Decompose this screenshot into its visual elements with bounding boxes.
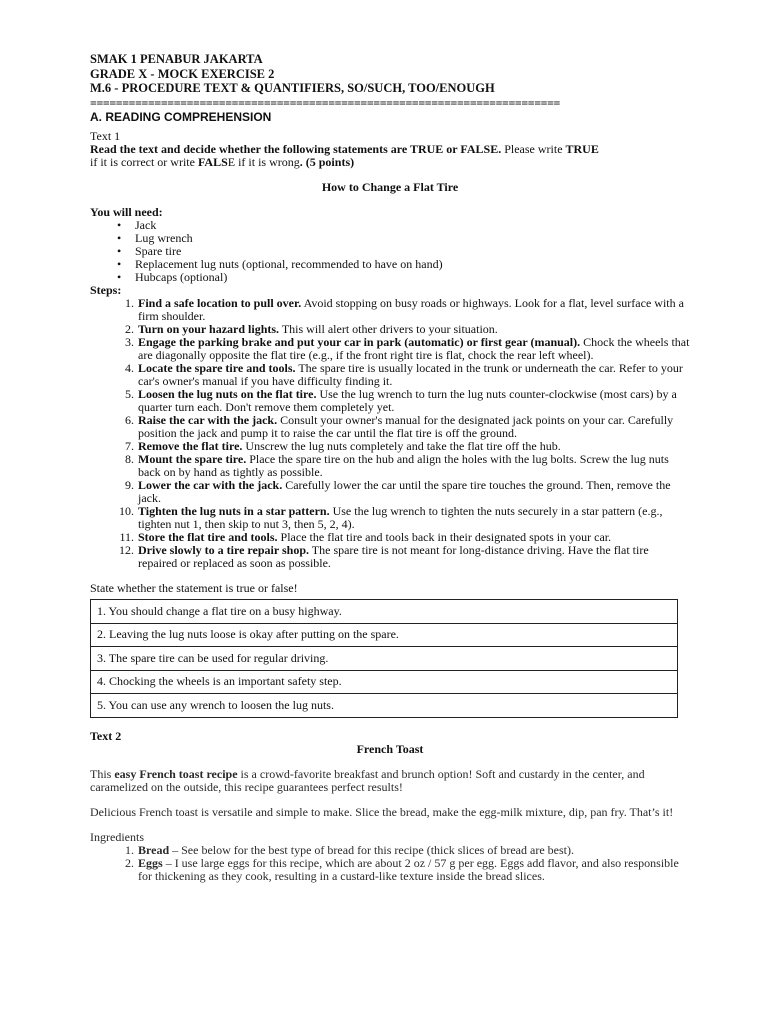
step-item-number: 4. — [125, 361, 134, 375]
step-item — [125, 413, 690, 440]
step-item-text: This will alert other drivers to your situation. — [279, 322, 498, 336]
text1-title — [90, 181, 690, 194]
statement-cell: 3. The spare tire can be used for regular driving. — [91, 647, 678, 671]
text1-label: Text 1 — [90, 129, 121, 143]
table-row — [91, 600, 678, 624]
instr-bold-3: FALS — [197, 155, 228, 169]
step-item-number: 11. — [119, 530, 134, 544]
need-item: • Hubcaps (optional) — [135, 271, 690, 284]
step-item-bold: Engage the parking brake and put your car in park (automatic) or first gear (manual). — [138, 335, 581, 349]
intro-text-c: is a crowd-favorite breakfast and brunch option! Soft and custardy in the center, and caramelized on the outside, this recipe guarantees perfect results! — [90, 766, 645, 794]
step-item — [119, 504, 690, 531]
step-item-number: 5. — [125, 387, 134, 401]
step-item-bold: Raise the car with the jack. — [138, 413, 278, 427]
step-item-number: 9. — [125, 478, 134, 492]
ingredient-item-bold: Bread — [138, 842, 170, 857]
step-item — [125, 296, 690, 323]
text2-title-text: French Toast — [356, 741, 424, 756]
step-item-bold: Mount the spare tire. — [138, 452, 247, 466]
ingredient-item-number: 1. — [125, 842, 134, 857]
table-row — [91, 623, 678, 647]
ingredient-item-text: – See below for the best type of bread for this recipe (thick slices of bread are best). — [169, 842, 574, 857]
step-item — [125, 361, 690, 388]
step-item-bold: Drive slowly to a tire repair shop. — [138, 543, 309, 557]
ingredient-item — [125, 855, 690, 883]
document-body — [90, 130, 690, 883]
step-item-text: Avoid stopping on busy roads or highways. Look for a flat, level surface with a firm shoulder. — [138, 296, 684, 323]
step-item-text: Use the lug wrench to tighten the nuts securely in a star pattern (e.g., tighten nut 1, then skip to nut 3, then 5, 2, 4). — [138, 504, 663, 531]
table-row — [91, 670, 678, 694]
intro-text-a: This — [90, 766, 115, 781]
step-item-number: 12. — [119, 543, 134, 557]
step-item-bold: Tighten the lug nuts in a star pattern. — [138, 504, 330, 518]
step-item-text: Place the spare tire on the hub and align the holes with the lug bolts. Screw the lug nuts back on by hand as tightly as possible. — [138, 452, 669, 479]
statements-table — [90, 599, 678, 718]
section-heading: A. READING COMPREHENSION — [90, 110, 272, 124]
step-item-bold: Lower the car with the jack. — [138, 478, 283, 492]
step-item-bold: Loosen the lug nuts on the flat tire. — [138, 387, 317, 401]
tf-prompt: State whether the statement is true or false! — [90, 581, 298, 595]
step-item-text: The spare tire is not meant for long-distance driving. Have the flat tire repaired or replaced as soon as possible. — [138, 543, 649, 570]
step-item-text: The spare tire is usually located in the trunk or underneath the car. Refer to your car's owner's manual if you have difficulty finding it. — [138, 361, 683, 388]
instr-text-3: E if it is wrong — [227, 155, 300, 169]
text2-paragraph: Delicious French toast is versatile and simple to make. Slice the bread, make the egg-milk mixture, dip, pan fry. That’s it! — [90, 804, 674, 819]
ingredients-label: Ingredients — [90, 829, 144, 844]
step-item-text: Carefully lower the car until the spare tire touches the ground. Then, remove the jack. — [138, 478, 671, 505]
table-row — [91, 647, 678, 671]
step-item-number: 2. — [125, 322, 134, 336]
separator-rule: ========================================================================= — [90, 95, 560, 110]
ingredient-item-bold: Eggs — [138, 855, 163, 870]
step-item-bold: Turn on your hazard lights. — [138, 322, 280, 336]
statement-cell: 4. Chocking the wheels is an important safety step. — [91, 670, 678, 694]
text2-label-text: Text 2 — [90, 728, 122, 743]
instr-text-2: if it is correct or write — [90, 155, 198, 169]
step-item — [125, 452, 690, 479]
step-item — [125, 335, 690, 362]
step-item — [119, 543, 690, 570]
needs-label-text: You will need: — [90, 205, 163, 219]
text2-intro — [90, 768, 690, 794]
intro-bold: easy French toast recipe — [114, 766, 238, 781]
instr-bold-2: TRUE — [565, 142, 599, 156]
step-item-number: 3. — [125, 335, 134, 349]
step-item-bold: Remove the flat tire. — [138, 439, 243, 453]
ingredient-item-text: – I use large eggs for this recipe, which are about 2 oz / 57 g per egg. Eggs add flavor, and also responsible for thickening as they cook, resulting in a custard-like texture inside the bread slices. — [138, 855, 679, 883]
text2-title — [90, 743, 690, 756]
step-item-bold: Find a safe location to pull over. — [138, 296, 302, 310]
step-item-bold: Locate the spare tire and tools. — [138, 361, 296, 375]
instr-text-1: Please write — [501, 142, 566, 156]
statement-cell: 2. Leaving the lug nuts loose is okay after putting on the spare. — [91, 623, 678, 647]
school-name: SMAK 1 PENABUR JAKARTA — [90, 52, 263, 66]
text1-title-text: How to Change a Flat Tire — [321, 180, 459, 194]
step-item-text: Place the flat tire and tools back in their designated spots in your car. — [277, 530, 612, 544]
ingredients-list — [90, 844, 690, 883]
step-item-number: 10. — [119, 504, 134, 518]
need-item: • Jack — [135, 219, 690, 232]
step-item-text: Unscrew the lug nuts completely and take the flat tire off the hub. — [242, 439, 561, 453]
steps-list — [90, 297, 690, 570]
step-item — [125, 387, 690, 414]
steps-label-text: Steps: — [90, 283, 122, 297]
step-item-number: 8. — [125, 452, 134, 466]
instr-bold-4: . (5 points) — [299, 155, 355, 169]
module-title: M.6 - PROCEDURE TEXT & QUANTIFIERS, SO/SUCH, TOO/ENOUGH — [90, 81, 495, 95]
document-header — [90, 52, 682, 125]
step-item-number: 7. — [125, 439, 134, 453]
need-item: • Lug wrench — [135, 232, 690, 245]
statement-cell: 5. You can use any wrench to loosen the lug nuts. — [91, 694, 678, 718]
step-item — [125, 478, 690, 505]
step-item-text: Consult your owner's manual for the designated jack points on your car. Carefully position the jack and pump it to raise the car until the flat tire is off the ground. — [138, 413, 674, 440]
needs-label — [90, 206, 690, 219]
ingredient-item-number: 2. — [125, 855, 134, 870]
grade-line: GRADE X - MOCK EXERCISE 2 — [90, 66, 275, 81]
need-item: • Replacement lug nuts (optional, recommended to have on hand) — [135, 258, 690, 271]
step-item-bold: Store the flat tire and tools. — [138, 530, 278, 544]
need-item: • Spare tire — [135, 245, 690, 258]
step-item-number: 1. — [125, 296, 134, 310]
text1-instructions — [90, 143, 690, 169]
step-item-text: Chock the wheels that are diagonally opposite the flat tire (e.g., if the front right tire is flat, chock the rear left wheel). — [138, 335, 690, 362]
step-item-number: 6. — [125, 413, 134, 427]
instr-bold-1: Read the text and decide whether the following statements are TRUE or FALSE. — [90, 142, 502, 156]
step-item-text: Use the lug wrench to turn the lug nuts counter-clockwise (most cars) by a quarter turn each. Don't remove them completely yet. — [138, 387, 677, 414]
table-row — [91, 694, 678, 718]
statement-cell: 1. You should change a flat tire on a busy highway. — [91, 600, 678, 624]
needs-list — [90, 219, 690, 284]
